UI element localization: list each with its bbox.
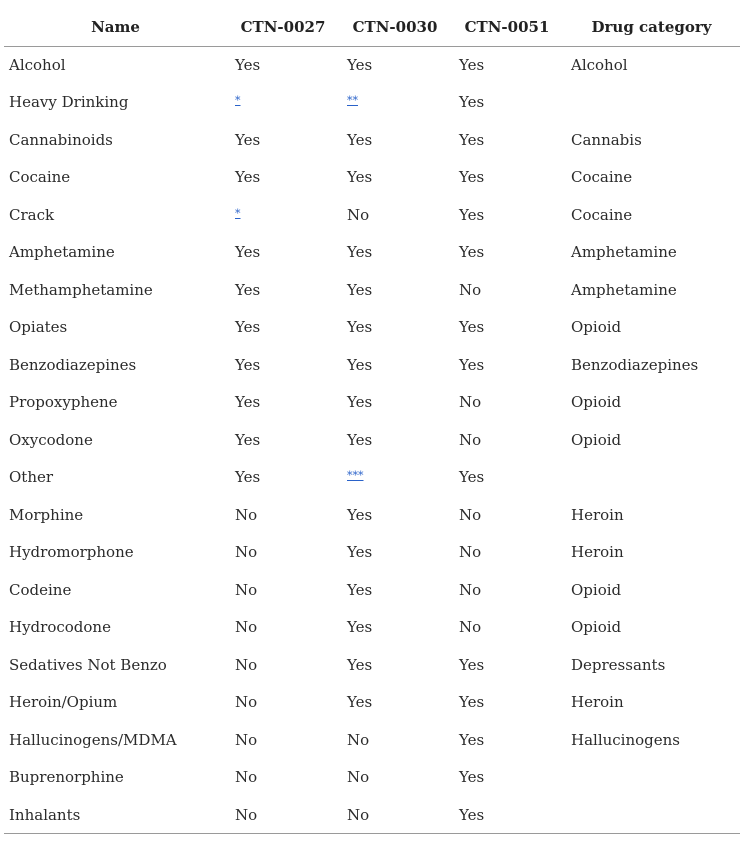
cell-ctn-0030: No <box>347 768 370 787</box>
cell-ctn-0051: Yes <box>459 56 485 74</box>
cell-name: Alcohol <box>9 56 66 74</box>
table-row <box>4 571 740 609</box>
cell-ctn-0030: No <box>347 730 370 749</box>
cell-ctn-0030: Yes <box>347 355 373 374</box>
cell-ctn-0030: Yes <box>347 655 373 674</box>
cell-drug-category: Amphetamine <box>571 280 677 299</box>
cell-ctn-0051: No <box>459 393 482 412</box>
cell-ctn-0027: No <box>235 543 258 562</box>
cell-ctn-0051: Yes <box>459 468 485 487</box>
cell-drug-category <box>563 84 740 122</box>
cell-drug-category: Opioid <box>571 430 622 449</box>
cell-ctn-0030: Yes <box>347 168 373 187</box>
cell-ctn-0027: Yes <box>235 393 261 412</box>
cell-drug-category <box>563 459 740 497</box>
table-row <box>4 309 740 347</box>
cell-ctn-0051: Yes <box>459 730 485 749</box>
table-row <box>4 121 740 159</box>
cell-ctn-0051: Yes <box>459 355 485 374</box>
cell-drug-category: Opioid <box>571 318 622 337</box>
cell-ctn-0027: No <box>235 655 258 674</box>
cell-ctn-0030 <box>339 84 451 122</box>
cell-ctn-0030: No <box>339 796 451 834</box>
cell-drug-category <box>563 759 740 797</box>
cell-ctn-0051: No <box>459 618 482 637</box>
cell-ctn-0030: Yes <box>347 430 373 449</box>
cell-ctn-0030: Yes <box>347 693 373 712</box>
cell-ctn-0030: Yes <box>347 318 373 337</box>
cell-drug-category: Cannabis <box>571 130 642 149</box>
cell-drug-category: Opioid <box>571 618 622 637</box>
cell-name: Buprenorphine <box>9 768 124 787</box>
cell-name: Opiates <box>9 318 68 337</box>
table-row <box>4 721 740 759</box>
table-row <box>4 609 740 647</box>
table-row <box>4 459 740 497</box>
table-row <box>4 271 740 309</box>
cell-ctn-0051: Yes <box>459 318 485 337</box>
header-name: Name <box>4 8 227 46</box>
cell-ctn-0051: No <box>459 505 482 524</box>
table-row <box>4 196 740 234</box>
cell-name: Cannabinoids <box>9 130 113 149</box>
cell-ctn-0027 <box>227 196 339 234</box>
cell-name: Morphine <box>9 505 84 524</box>
cell-drug-category <box>563 796 740 834</box>
table-row <box>4 159 740 197</box>
cell-ctn-0051: Yes <box>459 243 485 262</box>
header-ctn-0051: CTN-0051 <box>451 8 563 46</box>
table-row <box>4 759 740 797</box>
cell-drug-category: Opioid <box>571 393 622 412</box>
cell-drug-category: Depressants <box>571 655 666 674</box>
cell-name: Hydromorphone <box>9 543 134 562</box>
cell-drug-category: Benzodiazepines <box>571 355 699 374</box>
cell-drug-category: Opioid <box>571 580 622 599</box>
cell-ctn-0051: Yes <box>459 205 485 224</box>
cell-ctn-0027: Yes <box>235 355 261 374</box>
drug-table <box>4 8 740 834</box>
cell-name: Heavy Drinking <box>9 93 129 112</box>
cell-ctn-0030 <box>339 459 451 497</box>
cell-ctn-0027: Yes <box>235 56 261 74</box>
cell-ctn-0027: No <box>235 618 258 637</box>
cell-drug-category: Alcohol <box>571 56 628 74</box>
footnote-link[interactable]: * <box>235 94 241 108</box>
cell-name: Oxycodone <box>9 430 93 449</box>
cell-name: Methamphetamine <box>9 280 153 299</box>
cell-ctn-0030: Yes <box>347 56 373 74</box>
cell-ctn-0030: Yes <box>347 505 373 524</box>
cell-name: Propoxyphene <box>9 393 118 412</box>
cell-drug-category: Cocaine <box>571 205 633 224</box>
cell-ctn-0051: Yes <box>459 130 485 149</box>
cell-ctn-0027: No <box>235 580 258 599</box>
cell-ctn-0027: Yes <box>235 318 261 337</box>
cell-ctn-0051: Yes <box>459 168 485 187</box>
cell-ctn-0027: Yes <box>235 468 261 487</box>
drug-table-container <box>4 8 740 834</box>
cell-name: Heroin/Opium <box>9 693 118 712</box>
cell-ctn-0027: No <box>227 796 339 834</box>
cell-ctn-0027 <box>227 84 339 122</box>
footnote-link[interactable]: *** <box>347 469 364 483</box>
cell-ctn-0030: Yes <box>347 243 373 262</box>
cell-ctn-0027: No <box>235 768 258 787</box>
cell-name: Amphetamine <box>9 243 115 262</box>
cell-ctn-0027: Yes <box>235 168 261 187</box>
cell-drug-category: Heroin <box>571 693 624 712</box>
cell-drug-category: Cocaine <box>571 168 633 187</box>
cell-ctn-0051: No <box>459 580 482 599</box>
table-body <box>4 46 740 834</box>
cell-ctn-0027: Yes <box>235 430 261 449</box>
cell-ctn-0030: Yes <box>347 580 373 599</box>
cell-ctn-0051: Yes <box>459 693 485 712</box>
cell-ctn-0051: No <box>459 280 482 299</box>
cell-name: Other <box>9 468 54 487</box>
table-row <box>4 346 740 384</box>
table-row <box>4 684 740 722</box>
cell-drug-category: Amphetamine <box>571 243 677 262</box>
cell-ctn-0030: Yes <box>347 618 373 637</box>
table-row <box>4 796 740 834</box>
table-row <box>4 234 740 272</box>
table-header-row <box>4 8 740 46</box>
cell-drug-category: Heroin <box>571 505 624 524</box>
cell-ctn-0030: Yes <box>347 130 373 149</box>
cell-name: Hydrocodone <box>9 618 111 637</box>
cell-ctn-0027: Yes <box>235 280 261 299</box>
cell-name: Codeine <box>9 580 72 599</box>
header-drug-category: Drug category <box>563 8 740 46</box>
cell-ctn-0027: No <box>235 505 258 524</box>
cell-name: Inhalants <box>4 796 227 834</box>
cell-ctn-0051: Yes <box>459 655 485 674</box>
table-row <box>4 534 740 572</box>
table-row <box>4 496 740 534</box>
table-row <box>4 646 740 684</box>
cell-ctn-0027: No <box>235 693 258 712</box>
cell-drug-category: Hallucinogens <box>571 730 681 749</box>
cell-ctn-0051: Yes <box>459 768 485 787</box>
cell-ctn-0030: Yes <box>347 280 373 299</box>
cell-ctn-0030: Yes <box>347 393 373 412</box>
footnote-link[interactable]: * <box>235 206 241 220</box>
cell-ctn-0051: No <box>459 543 482 562</box>
table-row <box>4 84 740 122</box>
cell-name: Hallucinogens/MDMA <box>9 730 177 749</box>
cell-ctn-0030: Yes <box>347 543 373 562</box>
footnote-link[interactable]: ** <box>347 94 358 108</box>
cell-name: Sedatives Not Benzo <box>9 655 167 674</box>
cell-name: Crack <box>9 205 55 224</box>
header-ctn-0027: CTN-0027 <box>227 8 339 46</box>
cell-ctn-0030: No <box>347 205 370 224</box>
cell-name: Cocaine <box>9 168 71 187</box>
table-row <box>4 384 740 422</box>
cell-ctn-0027: Yes <box>235 243 261 262</box>
header-ctn-0030: CTN-0030 <box>339 8 451 46</box>
cell-ctn-0027: Yes <box>235 130 261 149</box>
cell-drug-category: Heroin <box>571 543 624 562</box>
table-row <box>4 421 740 459</box>
cell-ctn-0051: Yes <box>451 796 563 834</box>
table-row <box>4 46 740 84</box>
cell-ctn-0051: No <box>459 430 482 449</box>
cell-name: Benzodiazepines <box>9 355 137 374</box>
cell-ctn-0027: No <box>235 730 258 749</box>
cell-ctn-0051: Yes <box>459 93 485 112</box>
